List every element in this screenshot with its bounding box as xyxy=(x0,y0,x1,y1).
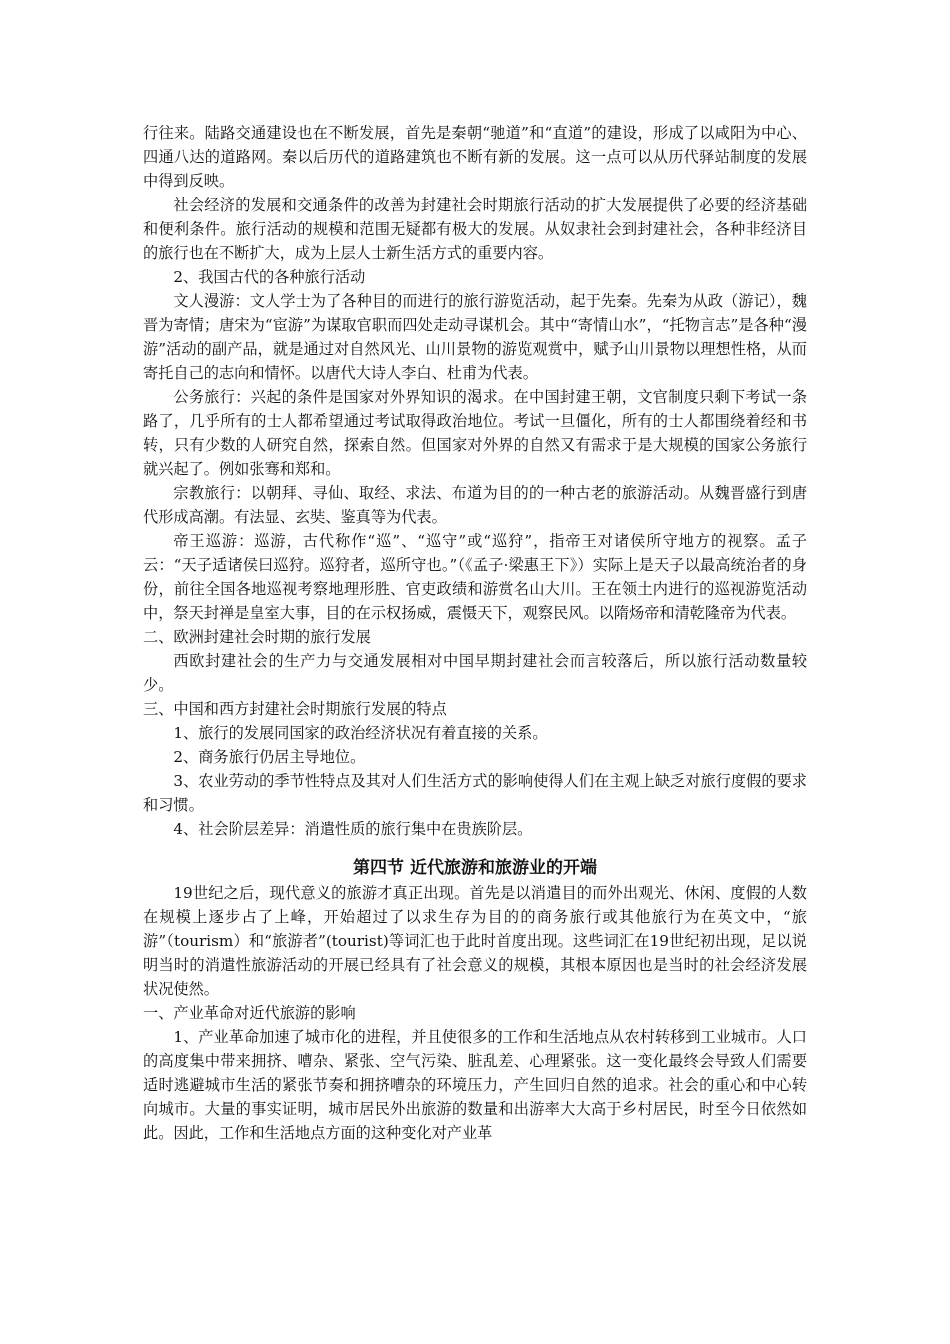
paragraph-imperial-tour: 帝王巡游：巡游，古代称作“巡”、“巡守”或“巡狩”，指帝王对诸侯所守地方的视察。孟子云：“天子适诸侯曰巡狩。巡狩者，巡所守也。”（《孟子·梁惠王下》）实际上是天子以最高统治者的身份，前往全国各地巡视考察地理形胜、官吏政绩和游赏名山大川。王在领土内进行的巡视游览活动中，祭天封禅是皇室大事，目的在示权扬威，震慑天下，观察民风。以隋炀帝和清乾隆帝为代表。 xyxy=(143,532,807,622)
list-item-characteristic-1: 1、旅行的发展同国家的政治经济状况有着直接的关系。 xyxy=(173,724,548,742)
heading-europe-feudal: 二、欧洲封建社会时期的旅行发展 xyxy=(143,628,371,646)
heading-industrial-revolution: 一、产业革命对近代旅游的影响 xyxy=(143,1004,356,1022)
subheading-ancient-travel: 2、我国古代的各种旅行活动 xyxy=(173,268,366,286)
paragraph-europe-feudal: 西欧封建社会的生产力与交通发展相对中国早期封建社会而言较落后，所以旅行活动数量较少。 xyxy=(143,652,807,694)
paragraph-literati-travel: 文人漫游：文人学士为了各种目的而进行的旅行游览活动，起于先秦。先秦为从政（游记），魏晋为寄情；唐宋为“宦游”为谋取官职而四处走动寻谋机会。其中“寄情山水”，“托物言志”是各种“漫游”活动的副产品，就是通过对自然风光、山川景物的游览观赏中，赋予山川景物以理想性格，从而寄托自己的志向和情怀。以唐代大诗人李白、杜甫为代表。 xyxy=(143,292,807,382)
paragraph-economy: 社会经济的发展和交通条件的改善为封建社会时期旅行活动的扩大发展提供了必要的经济基础和便利条件。旅行活动的规模和范围无疑都有极大的发展。从奴隶社会到封建社会，各种非经济目的旅行也在不断扩大，成为上层人士新生活方式的重要内容。 xyxy=(143,196,807,262)
list-item-characteristic-3: 3、农业劳动的季节性特点及其对人们生活方式的影响使得人们在主观上缺乏对旅行度假的要求和习惯。 xyxy=(143,772,807,814)
section-title: 第四节 近代旅游和旅游业的开端 xyxy=(353,858,597,878)
heading-characteristics: 三、中国和西方封建社会时期旅行发展的特点 xyxy=(143,700,447,718)
document-body xyxy=(143,121,807,1145)
list-item-characteristic-4: 4、社会阶层差异：消遣性质的旅行集中在贵族阶层。 xyxy=(173,820,533,838)
paragraph-transport: 行往来。陆路交通建设也在不断发展，首先是秦朝“驰道”和“直道”的建设，形成了以咸阳为中心、四通八达的道路网。秦以后历代的道路建筑也不断有新的发展。这一点可以从历代驿站制度的发展中得到反映。 xyxy=(143,124,807,190)
paragraph-urbanization: 1、产业革命加速了城市化的进程，并且使很多的工作和生活地点从农村转移到工业城市。人口的高度集中带来拥挤、嘈杂、紧张、空气污染、脏乱差、心理紧张。这一变化最终会导致人们需要适时逃避城市生活的紧张节奏和拥挤嘈杂的环境压力，产生回归自然的追求。社会的重心和中心转向城市。大量的事实证明，城市居民外出旅游的数量和出游率大大高于乡村居民，时至今日依然如此。因此，工作和生活地点方面的这种变化对产业革 xyxy=(143,1028,807,1142)
paragraph-religious-travel: 宗教旅行：以朝拜、寻仙、取经、求法、布道为目的的一种古老的旅游活动。从魏晋盛行到唐代形成高潮。有法显、玄奘、鉴真等为代表。 xyxy=(143,484,807,526)
list-item-characteristic-2: 2、商务旅行仍居主导地位。 xyxy=(173,748,366,766)
paragraph-modern-tourism: 19世纪之后，现代意义的旅游才真正出现。首先是以消遣目的而外出观光、休闲、度假的人数在规模上逐步占了上峰，开始超过了以求生存为目的的商务旅行或其他旅行为在英文中，“旅游”（tourism）和“旅游者”(tourist)等词汇也于此时首度出现。这些词汇在19世纪初出现，足以说明当时的消遣性旅游活动的开展已经具有了社会意义的规模，其根本原因也是当时的社会经济发展状况使然。 xyxy=(143,884,807,998)
paragraph-official-travel: 公务旅行：兴起的条件是国家对外界知识的渴求。在中国封建王朝，文官制度只剩下考试一条路了，几乎所有的士人都希望通过考试取得政治地位。考试一旦僵化，所有的士人都围绕着经和书转，只有少数的人研究自然，探索自然。但国家对外界的自然又有需求于是大规模的国家公务旅行就兴起了。例如张骞和郑和。 xyxy=(143,388,807,478)
